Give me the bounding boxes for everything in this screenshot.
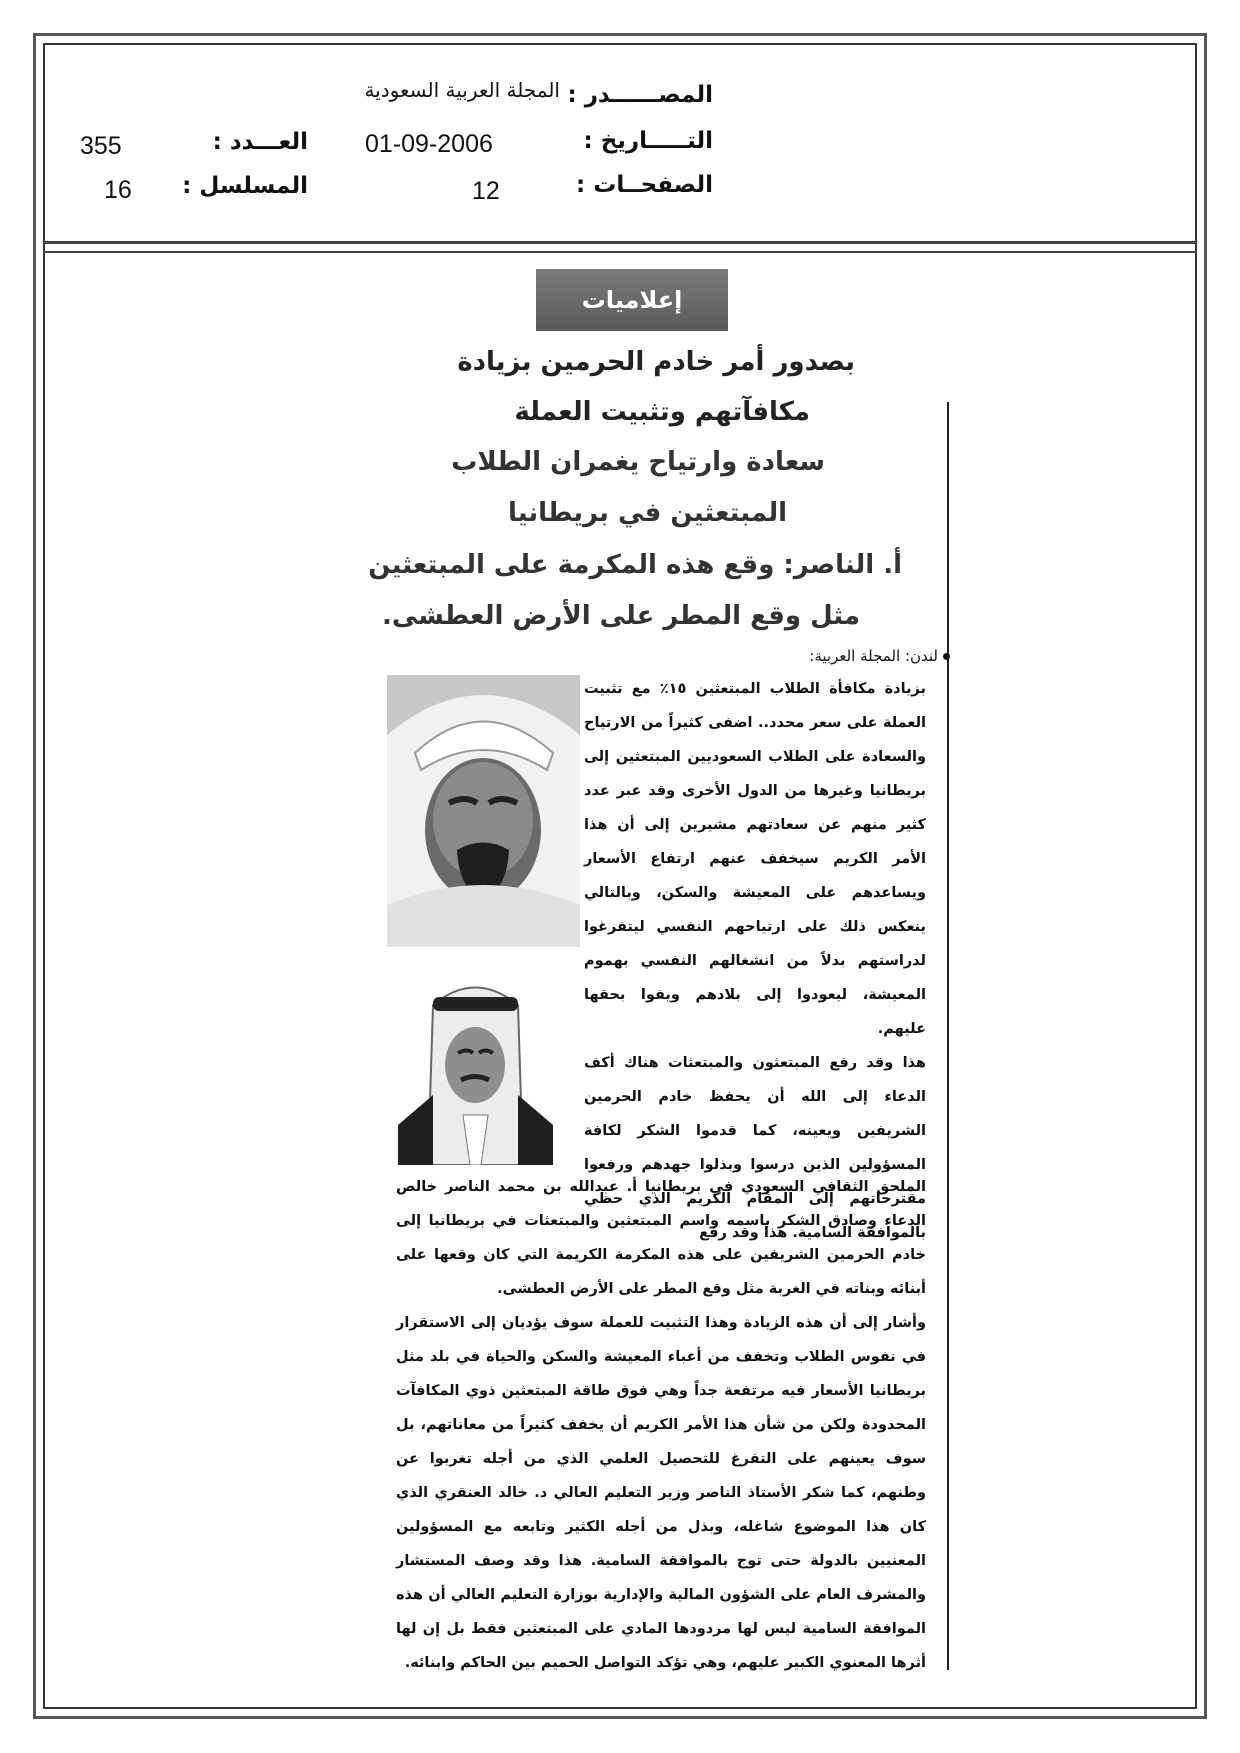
issue-value: 355 [80, 132, 122, 160]
bullet-icon [943, 653, 950, 660]
portrait-photo-king [387, 675, 580, 947]
article-body-wide [396, 1170, 926, 1680]
issue-label: العـــدد : [212, 129, 308, 155]
column-rule [947, 402, 949, 1670]
portrait-photo-official [393, 975, 558, 1165]
headline-line-6: مثل وقع المطر على الأرض العطشى. [382, 601, 860, 631]
headline-line-2: مكافآتهم وتثبيت العملة [514, 397, 810, 427]
pages-label: الصفحــات : [576, 172, 713, 198]
header-divider-top [43, 241, 1197, 244]
dateline-text: لندن: المجلة العربية: [809, 647, 938, 665]
paragraph: الملحق الثقافي السعودي في بريطانيا أ. عبدالله بن محمد الناصر خالص الدعاء وصادق الشكر باسمه واسم المبتعثين والمبتعثات في بريطانيا إلى خادم الحرمين الشريفين على هذه المكرمة الكريمة التي كان وقعها على أبنائه وبناته في الغربة مثل وقع المطر على الأرض العطشى. [396, 1179, 926, 1297]
serial-value: 16 [104, 176, 132, 204]
paragraph: هذا وقد رفع المبتعثون والمبتعثات هناك أكف الدعاء إلى الله أن يحفظ خادم الحرمين الشريفين ويعينه، كما قدموا الشكر لكافة المسؤولين الذين درسوا وبذلوا جهدهم ورفعوا مقترحاتهم إلى المقام الكريم الذي حظي بالموافقة السامية. هذا وقد رفع [584, 1055, 926, 1241]
headline-line-3: سعادة وارتياح يغمران الطلاب [451, 447, 825, 477]
serial-label: المسلسل : [182, 173, 308, 199]
header-divider-bottom [43, 251, 1197, 253]
paragraph: وأشار إلى أن هذه الزيادة وهذا التثبيت للعملة سوف يؤديان إلى الاستقرار في نفوس الطلاب وتخفف من أعباء المعيشة والسكن والحياة في بلد مثل بريطانيا الأسعار فيه مرتفعة جداً وهي فوق طاقة المبتعثين ذوي المكافآت المحدودة ولكن من شأن هذا الأمر الكريم أن يخفف كثيراً من معاناتهم، بل سوف يعينهم على التفرغ للتحصيل العلمي الذي من أجله تغربوا عن وطنهم، كما شكر الأستاذ الناصر وزير التعليم العالي د. خالد العنقري الذي كان هذا الموضوع شاغله، وبذل من أجله الكثير وتابعه مع المسؤولين المعنيين بالدولة حتى توج بالموافقة السامية. هذا وقد وصف المستشار والمشرف العام على الشؤون المالية والإدارية بوزارة التعليم العالي أن هذه الموافقة السامية ليس لها مردودها المادي على المبتعثين فقط بل إن لها أثرها المعنوي الكبير عليهم، وهي تؤكد التواصل الحميم بين الحاكم وابنائه. [396, 1315, 926, 1671]
date-label: التـــــاريخ : [583, 128, 713, 154]
source-value: المجلة العربية السعودية [364, 78, 560, 102]
pages-value: 12 [472, 177, 500, 205]
source-label: المصــــــدر : [567, 82, 713, 108]
article-body-narrow [584, 672, 926, 1250]
section-label: إعلاميات [536, 269, 728, 331]
date-value: 01-09-2006 [365, 130, 493, 158]
dateline [809, 647, 950, 665]
headline-line-4: المبتعثين في بريطانيا [508, 498, 787, 528]
headline-line-5: أ. الناصر: وقع هذه المكرمة على المبتعثين [368, 550, 902, 580]
headline-line-1: بصدور أمر خادم الحرمين بزيادة [457, 347, 855, 377]
paragraph: بزيادة مكافأة الطلاب المبتعثين ١٥٪ مع تثبيت العملة على سعر محدد.. اضفى كثيراً من الارتياح والسعادة على الطلاب السعوديين المبتعثين إلى بريطانيا وغيرها من الدول الأخرى وقد عبر عدد كثير منهم عن سعادتهم مشيرين إلى أن هذا الأمر الكريم سيخفف عنهم ارتفاع الأسعار ويساعدهم على المعيشة والسكن، وبالتالي ينعكس ذلك على ارتياحهم النفسي ليتفرغوا لدراستهم بدلاً من انشغالهم النفسي بهموم المعيشة، ليعودوا إلى بلادهم ويفوا بحقها عليهم. [584, 681, 926, 1037]
